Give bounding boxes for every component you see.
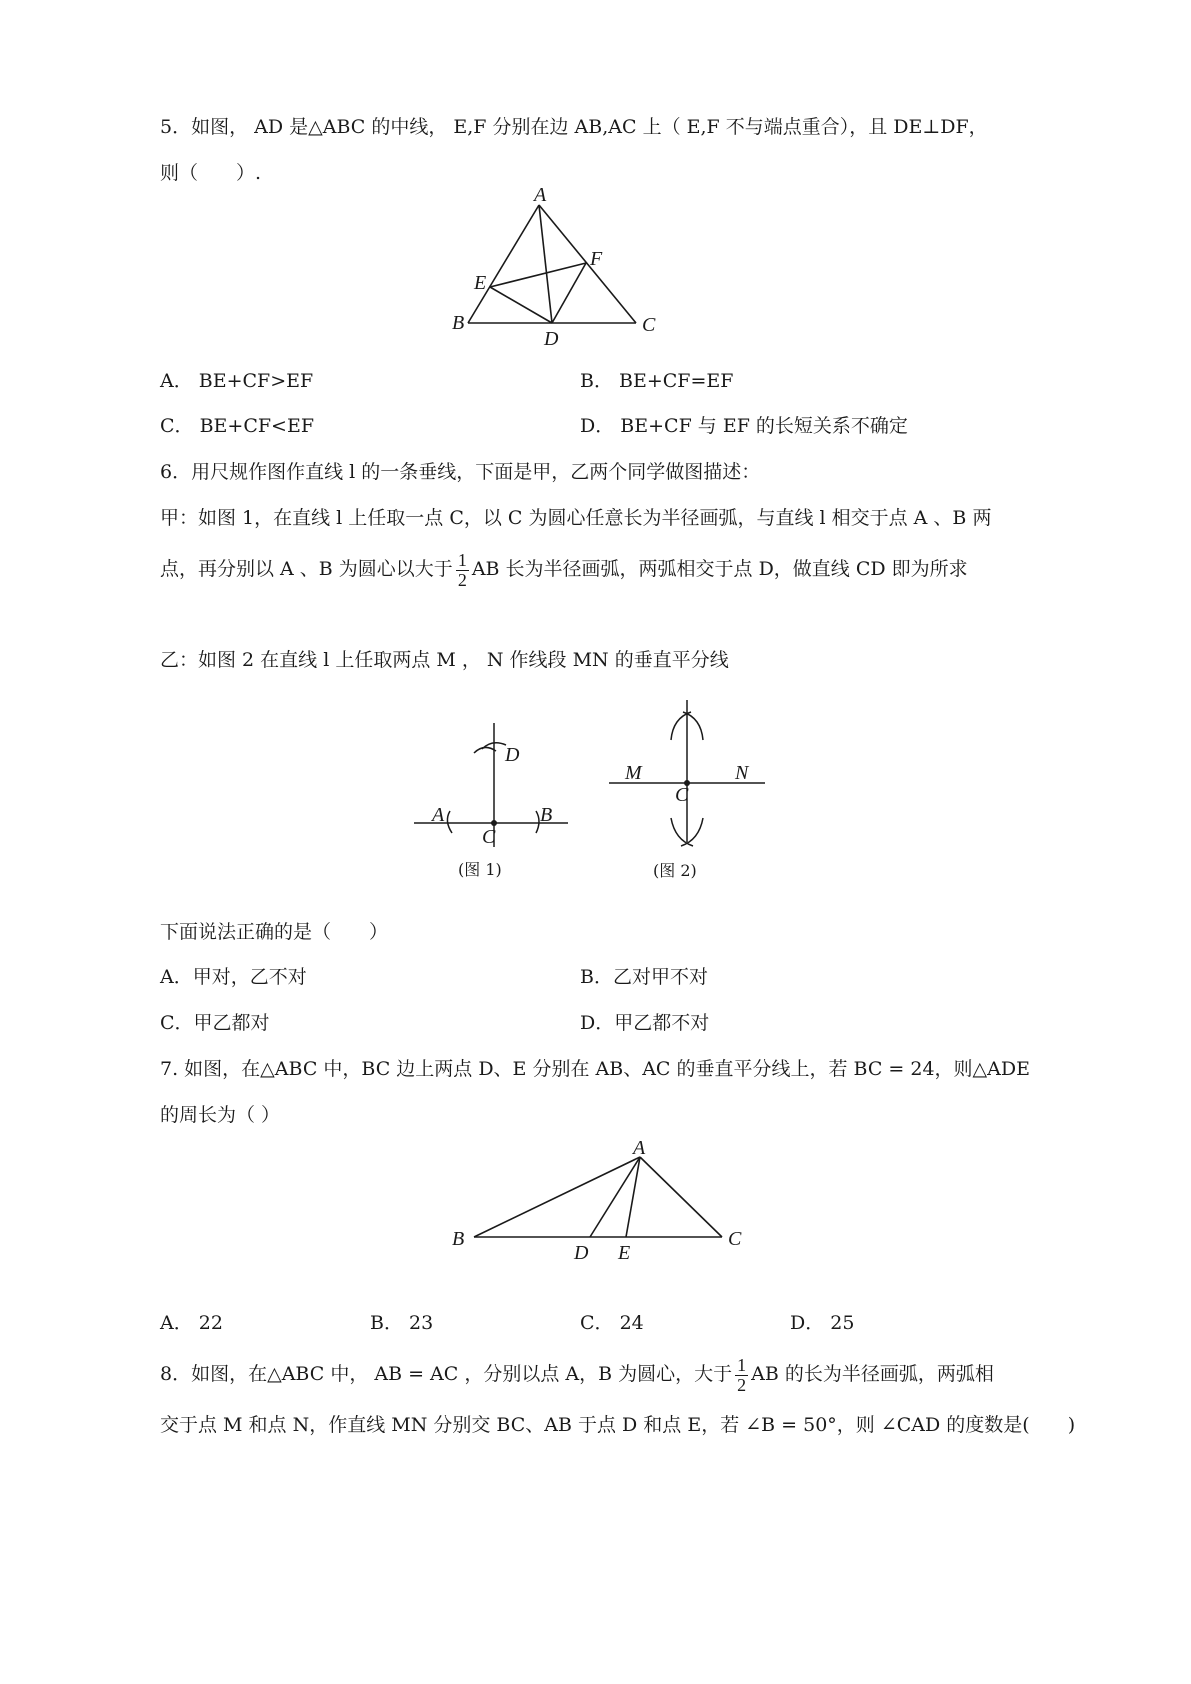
q5-option-a: A． BE+CF>EF xyxy=(160,370,314,392)
q5-label-B: B xyxy=(452,312,465,334)
fig2-label-C: C xyxy=(675,784,689,806)
q6-stem-line3 xyxy=(160,548,968,590)
q5-option-c: C． BE+CF<EF xyxy=(160,415,315,437)
q7-stem-line2: 的周长为（ ） xyxy=(160,1104,281,1126)
q5-label-F: F xyxy=(590,248,603,270)
q8-frac-num: 1 xyxy=(737,1354,747,1375)
q8-line1-pre: 8．如图，在△ABC 中， AB = AC ，分别以点 A，B 为圆心，大于 xyxy=(160,1363,733,1385)
fig1-label-C: C xyxy=(482,826,496,848)
q5-option-b: B． BE+CF=EF xyxy=(580,370,734,392)
q5-label-A: A xyxy=(534,184,547,206)
q6-stem-line2: 甲：如图 1，在直线 l 上任取一点 C，以 C 为圆心任意长为半径画弧，与直线 l 相交于点 A 、B 两 xyxy=(160,507,992,529)
q5-stem-line2: 则（ ）. xyxy=(160,162,262,184)
q7-stem-line1: 7. 如图，在△ABC 中，BC 边上两点 D、E 分别在 AB、AC 的垂直平分线上，若 BC = 24，则△ADE xyxy=(160,1058,1030,1080)
q5-label-D: D xyxy=(544,328,559,350)
q7-label-C: C xyxy=(728,1228,742,1250)
q8-fraction xyxy=(735,1356,748,1395)
fig2-label-N: N xyxy=(735,762,749,784)
q6-figure-2 xyxy=(605,700,775,890)
q5-label-C: C xyxy=(642,314,656,336)
fig1-label-D: D xyxy=(505,744,520,766)
q5-label-E: E xyxy=(474,272,487,294)
q7-label-A: A xyxy=(633,1137,646,1159)
q6-frac-den: 2 xyxy=(457,569,467,590)
q5-option-d: D． BE+CF 与 EF 的长短关系不确定 xyxy=(580,415,908,437)
q6-stem-line1: 6．用尺规作图作直线 l 的一条垂线，下面是甲，乙两个同学做图描述： xyxy=(160,461,761,483)
q5-stem-line1: 5．如图， AD 是△ABC 的中线， E,F 分别在边 AB,AC 上（ E,F 不与端点重合），且 DE⊥DF， xyxy=(160,116,988,138)
fig1-caption: (图 1) xyxy=(458,860,502,879)
q7-triangle-figure xyxy=(440,1137,760,1264)
q6-option-a: A．甲对，乙不对 xyxy=(160,966,307,988)
fig1-label-A: A xyxy=(432,804,445,826)
q6-option-b: B．乙对甲不对 xyxy=(580,966,708,988)
q6-fraction xyxy=(456,551,469,590)
q6-option-d: D．甲乙都不对 xyxy=(580,1012,710,1034)
q7-option-a: A． 22 xyxy=(160,1312,223,1334)
q7-option-c: C． 24 xyxy=(580,1312,644,1334)
q8-line1-post: AB 的长为半径画弧，两弧相 xyxy=(751,1363,994,1385)
q7-label-D: D xyxy=(574,1242,589,1264)
q7-option-d: D． 25 xyxy=(790,1312,855,1334)
q8-stem-line2: 交于点 M 和点 N，作直线 MN 分别交 BC、AB 于点 D 和点 E，若 ∠B = 50°，则 ∠CAD 的度数是( ) xyxy=(160,1414,1076,1436)
q8-frac-den: 2 xyxy=(737,1374,747,1395)
q7-label-B: B xyxy=(452,1228,465,1250)
fig2-label-M: M xyxy=(625,762,642,784)
q8-stem-line1 xyxy=(160,1353,994,1395)
q6-stem-line4: 乙：如图 2 在直线 l 上任取两点 M ， N 作线段 MN 的垂直平分线 xyxy=(160,649,729,671)
q6-frac-num: 1 xyxy=(457,549,467,570)
q5-triangle-figure xyxy=(440,185,680,355)
fig2-caption: (图 2) xyxy=(653,861,697,880)
q6-option-c: C．甲乙都对 xyxy=(160,1012,270,1034)
q6-line3-pre: 点，再分别以 A 、B 为圆心以大于 xyxy=(160,558,453,580)
fig1-label-B: B xyxy=(540,804,553,826)
q7-label-E: E xyxy=(618,1242,631,1264)
q6-line3-post: AB 长为半径画弧，两弧相交于点 D，做直线 CD 即为所求 xyxy=(471,558,968,580)
q6-figure-1 xyxy=(410,715,580,885)
q6-prompt: 下面说法正确的是（ ） xyxy=(160,921,389,943)
q7-option-b: B． 23 xyxy=(370,1312,434,1334)
